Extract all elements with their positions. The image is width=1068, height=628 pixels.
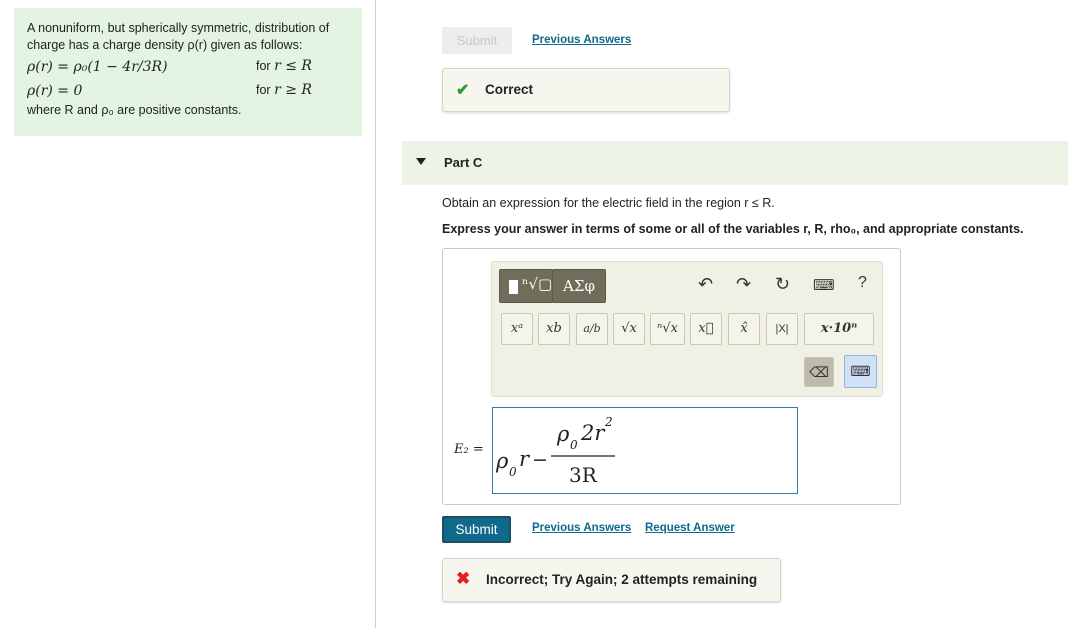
num-rho: ρ [557,422,570,446]
expr-rho: ρ [496,449,509,473]
superscript-button[interactable]: xᵃ [501,313,533,345]
redo-icon[interactable]: ↷ [736,274,752,294]
condition-2: r ≥ R [274,82,312,98]
problem-intro: A nonuniform, but spherically symmetric, distribution of charge has a charge density ρ(r) given as follows: [27,21,330,52]
x-mark-icon: ✖ [456,569,471,588]
num-rest: 2r [581,421,605,445]
answer-expression [493,408,797,493]
num-sub: 0 [570,438,578,452]
correct-feedback: ✔ Correct [442,68,730,112]
density-equation-1: ρ(r) = ρ₀(1 − 4r/3R) for r ≤ R [27,58,312,75]
question-text: Obtain an expression for the electric field in the region r ≤ R. [442,196,775,210]
instruction-text: Express your answer in terms of some or all of the variables r, R, rho₀, and appropriate constants. [442,222,1024,236]
submit-button[interactable]: Submit [442,516,511,543]
problem-footer: where R and ρ₀ are positive constants. [27,103,242,117]
expr-sub: 0 [509,465,517,479]
num-sup: 2 [605,415,613,429]
backspace-button[interactable] [804,357,834,387]
sqrt-button[interactable]: √x [613,313,645,345]
keyboard-toggle-icon: ⌨ [850,363,871,379]
equation-1: ρ(r) = ρ₀(1 − 4r/3R) [27,59,168,75]
pane-divider [375,0,376,628]
templates-button[interactable] [499,269,553,303]
density-equation-2: ρ(r) = 0 for r ≥ R [27,82,312,99]
incorrect-feedback: ✖ Incorrect; Try Again; 2 attempts remaining [442,558,781,602]
part-title: Part C [444,155,483,170]
expr-r: r [519,447,530,471]
previous-answers-link[interactable]: Previous Answers [532,522,632,534]
nth-root-button[interactable]: ⁿ√x [650,313,685,345]
answer-input[interactable] [492,407,798,494]
subscript-button[interactable]: xb [538,313,570,345]
keyboard-icon[interactable]: ⌨ [813,277,835,294]
template-square-icon [509,280,518,294]
keyboard-toggle-button[interactable] [844,355,877,388]
part-c-header[interactable] [402,141,1068,185]
reset-icon[interactable]: ↻ [775,274,791,294]
greek-symbols-button[interactable]: ΑΣφ [552,269,606,303]
denominator: 3R [569,463,597,487]
backspace-icon: ⌫ [809,364,829,380]
condition-1: r ≤ R [274,58,312,74]
prev-submit-button[interactable]: Submit [442,27,512,54]
template-root-icon: ⁿ√▢ [522,275,553,293]
fraction-button[interactable]: a/b [576,313,608,345]
math-toolbar [491,261,883,397]
problem-statement [14,8,362,136]
abs-value-button[interactable]: |X| [766,313,798,345]
prev-previous-answers-link[interactable]: Previous Answers [532,34,632,46]
equation-2: ρ(r) = 0 [27,83,83,99]
collapse-caret-icon[interactable] [416,158,426,165]
vector-button[interactable]: x⃗ [690,313,722,345]
expr-minus: − [532,449,548,471]
undo-icon[interactable]: ↶ [698,274,714,294]
scientific-notation-button[interactable]: x·10ⁿ [804,313,874,345]
help-button[interactable]: ? [858,274,867,291]
unit-vector-button[interactable]: x̂ [728,313,760,345]
request-answer-link[interactable]: Request Answer [645,522,735,534]
answer-variable-label: E₂ = [454,442,484,457]
checkmark-icon: ✔ [456,82,470,99]
